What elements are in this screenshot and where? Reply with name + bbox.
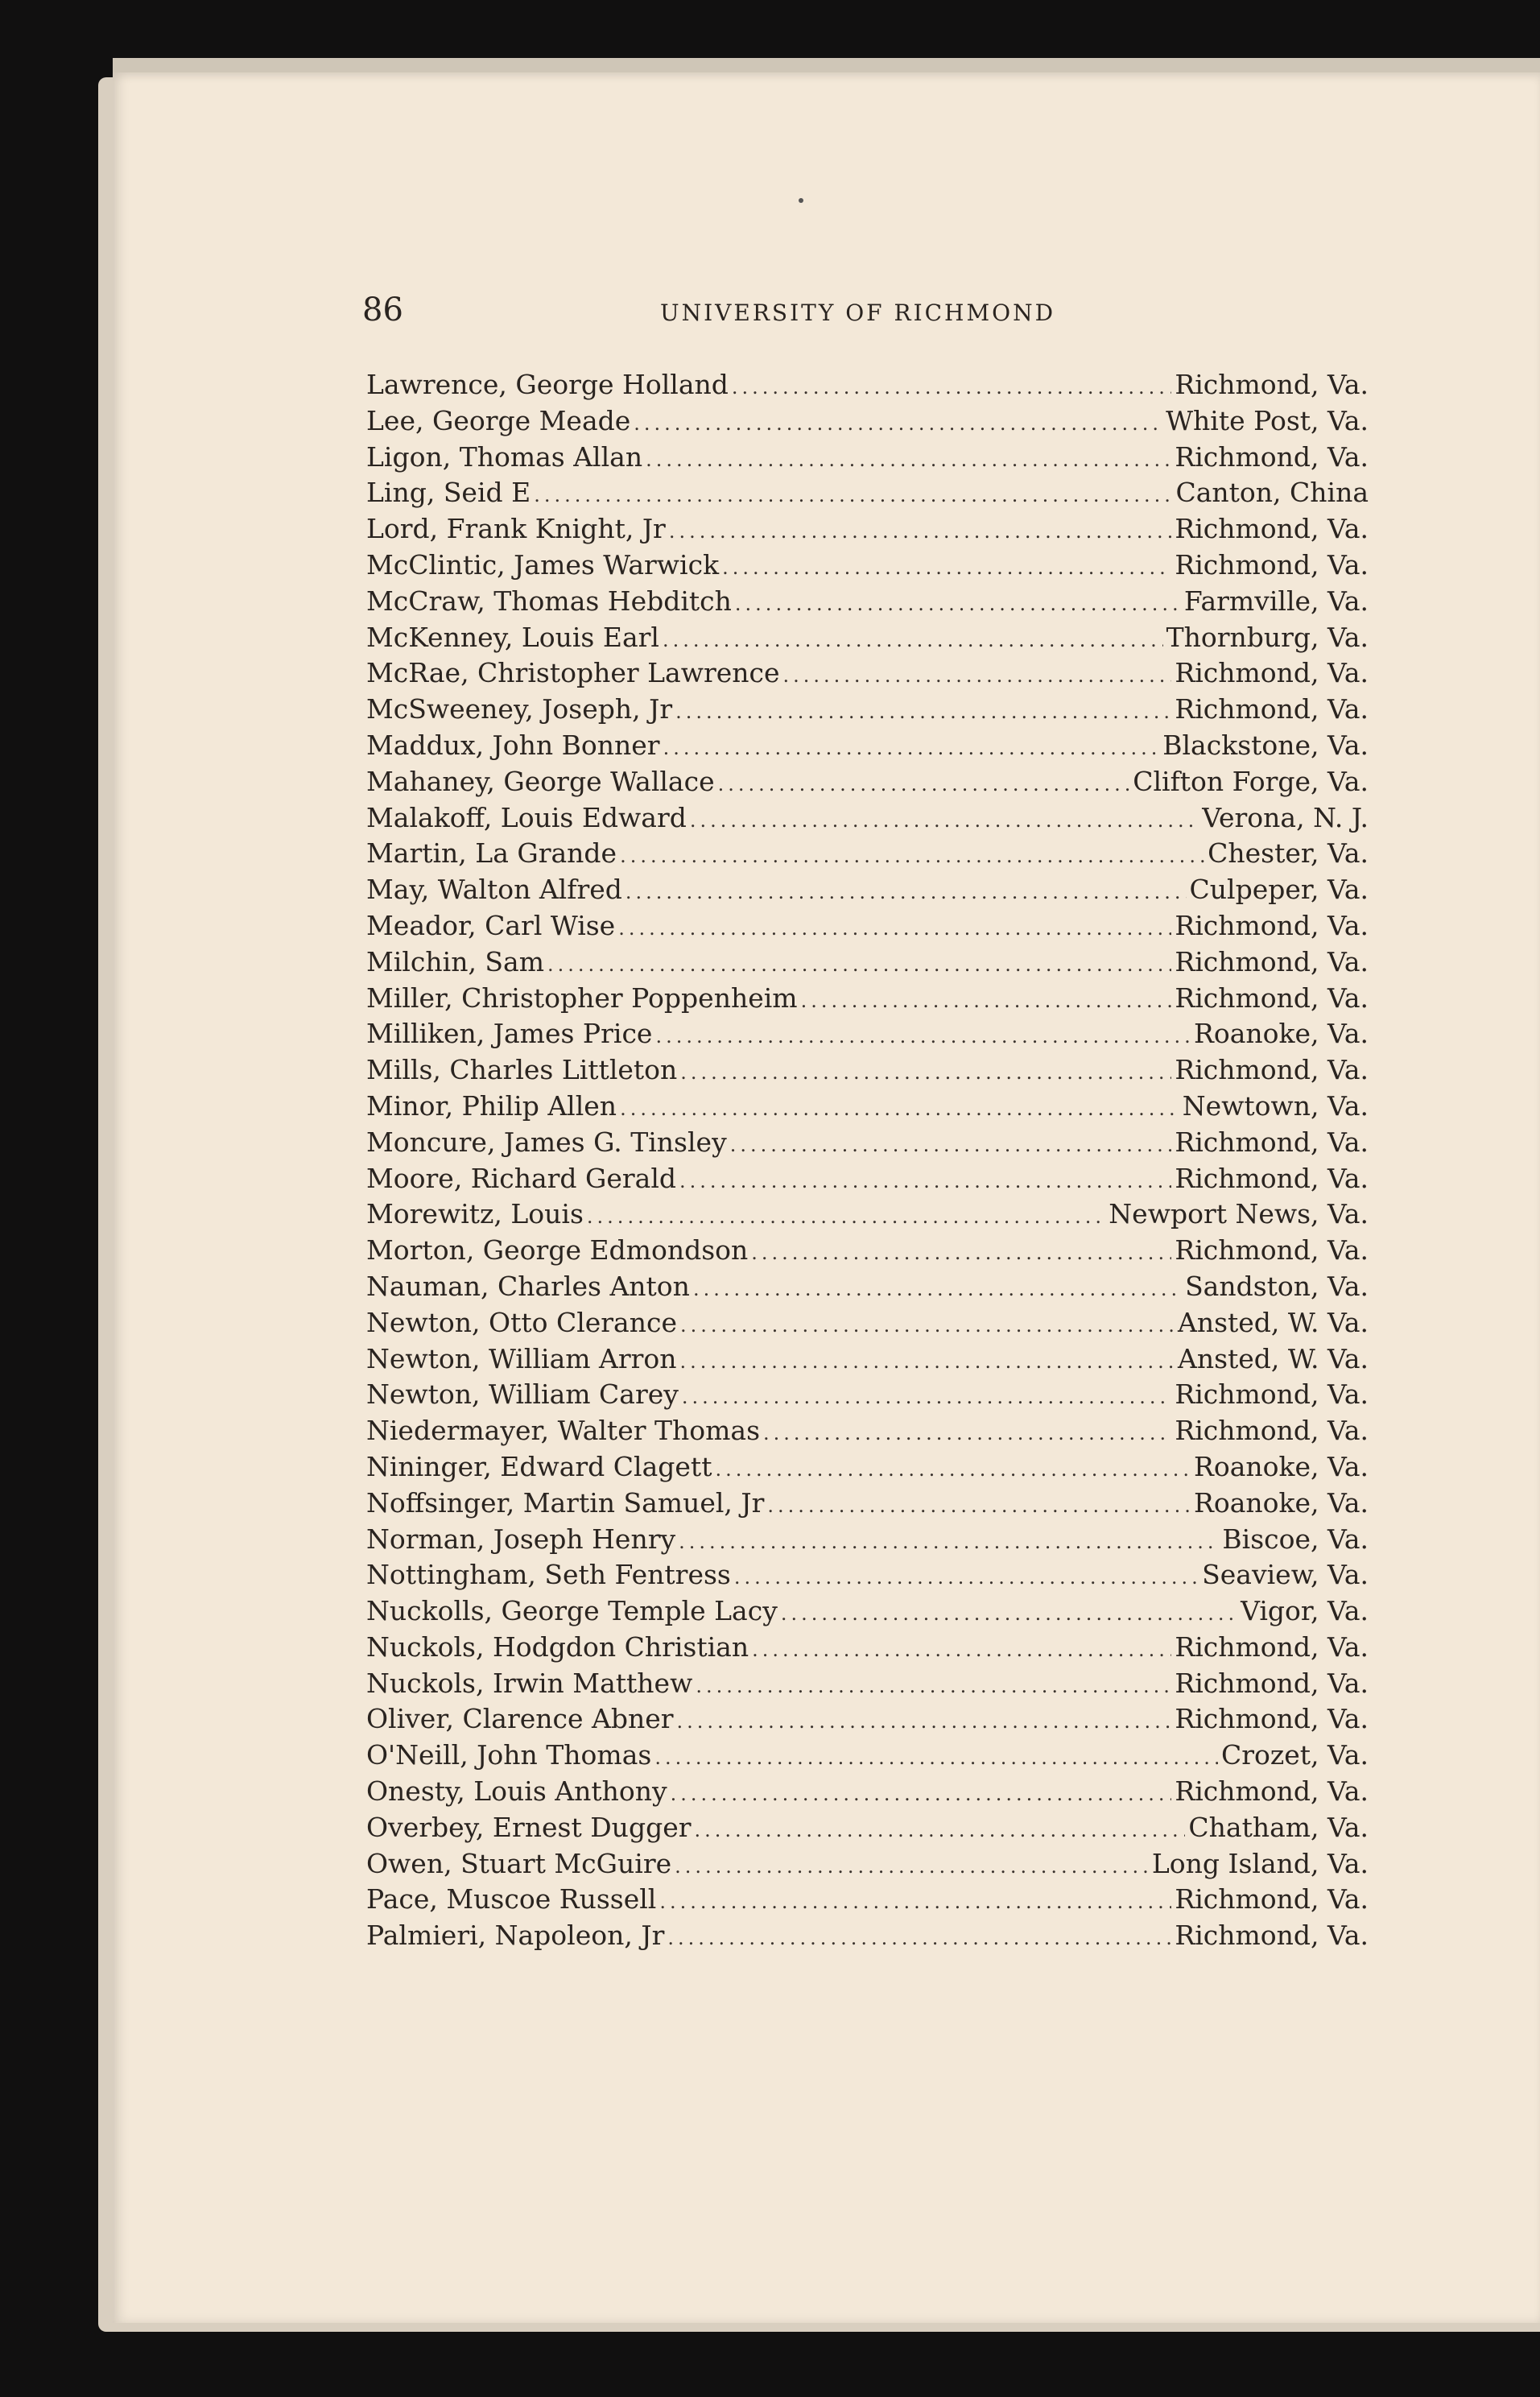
dot-leader	[620, 845, 1204, 867]
student-name: Ling, Seid E	[366, 477, 531, 509]
student-name: Lawrence, George Holland	[366, 369, 729, 400]
dot-leader	[751, 1242, 1171, 1264]
student-name: Nuckols, Hodgdon Christian	[366, 1630, 749, 1663]
hometown: Richmond, Va.	[1175, 1775, 1369, 1808]
dot-leader	[677, 1710, 1172, 1733]
student-name: Minor, Philip Allen	[366, 1089, 617, 1122]
hometown: Farmville, Va.	[1183, 585, 1369, 617]
ink-speck	[799, 198, 803, 203]
student-name: Oliver, Clarence Abner	[366, 1703, 674, 1735]
hometown: Canton, China	[1175, 477, 1369, 509]
hometown: Richmond, Va.	[1175, 1378, 1369, 1411]
student-name: Malakoff, Louis Edward	[366, 801, 687, 833]
student-name: McCraw, Thomas Hebditch	[366, 585, 732, 617]
hometown: Richmond, Va.	[1175, 548, 1369, 581]
list-item	[366, 1812, 1369, 1848]
dot-leader	[679, 1170, 1171, 1192]
list-item	[366, 1126, 1369, 1163]
list-item	[366, 657, 1369, 693]
list-item	[366, 1631, 1369, 1668]
student-name: McSweeney, Joseph, Jr	[366, 693, 673, 725]
list-item	[366, 549, 1369, 585]
list-item	[366, 1668, 1369, 1704]
dot-leader	[663, 737, 1160, 759]
directory-list	[366, 369, 1369, 1956]
student-name: Pace, Muscoe Russell	[366, 1883, 657, 1916]
hometown: Culpeper, Va.	[1189, 874, 1369, 906]
hometown: Roanoke, Va.	[1194, 1018, 1369, 1050]
hometown: Clifton Forge, Va.	[1133, 765, 1369, 797]
dot-leader	[680, 1314, 1175, 1337]
hometown: Biscoe, Va.	[1222, 1523, 1369, 1555]
hometown: Richmond, Va.	[1175, 1630, 1369, 1663]
student-name: Nininger, Edward Clagett	[366, 1450, 712, 1482]
dot-leader	[654, 1746, 1218, 1769]
dot-leader	[680, 1061, 1171, 1084]
list-item	[366, 1378, 1369, 1415]
dot-leader	[783, 664, 1172, 687]
student-name: May, Walton Alfred	[366, 874, 622, 906]
hometown: Richmond, Va.	[1175, 1703, 1369, 1735]
hometown: Roanoke, Va.	[1194, 1486, 1369, 1519]
list-item	[366, 910, 1369, 946]
student-name: Moncure, James G. Tinsley	[366, 1126, 727, 1158]
list-item	[366, 946, 1369, 982]
student-name: Milliken, James Price	[366, 1018, 653, 1050]
student-name: Nuckolls, George Temple Lacy	[366, 1595, 778, 1627]
list-item	[366, 1487, 1369, 1523]
student-name: Ligon, Thomas Allan	[366, 440, 643, 473]
hometown: Richmond, Va.	[1175, 657, 1369, 689]
dot-leader	[715, 1458, 1191, 1481]
list-item	[366, 837, 1369, 874]
list-item	[366, 1054, 1369, 1090]
hometown: Chatham, Va.	[1188, 1811, 1369, 1843]
student-name: Mills, Charles Littleton	[366, 1054, 678, 1086]
dot-leader	[680, 1350, 1175, 1373]
dot-leader	[679, 1531, 1219, 1553]
student-name: Newton, Otto Clerance	[366, 1306, 677, 1338]
student-name: O'Neill, John Thomas	[366, 1739, 652, 1771]
dot-leader	[730, 1134, 1172, 1156]
list-item	[366, 1559, 1369, 1595]
list-item	[366, 1775, 1369, 1812]
student-name: Owen, Stuart McGuire	[366, 1847, 672, 1879]
student-name: Morewitz, Louis	[366, 1198, 584, 1230]
list-item	[366, 477, 1369, 513]
hometown: Richmond, Va.	[1175, 1054, 1369, 1086]
dot-leader	[682, 1386, 1171, 1408]
list-item	[366, 1739, 1369, 1775]
dot-leader	[735, 593, 1181, 615]
student-name: Morton, George Edmondson	[366, 1234, 749, 1267]
list-item	[366, 369, 1369, 405]
list-item	[366, 729, 1369, 766]
dot-leader	[675, 701, 1171, 723]
hometown: Sandston, Va.	[1185, 1270, 1369, 1302]
student-name: Maddux, John Bonner	[366, 729, 660, 761]
student-name: Newton, William Carey	[366, 1378, 679, 1411]
list-item	[366, 1595, 1369, 1631]
hometown: Newport News, Va.	[1109, 1198, 1369, 1230]
hometown: Richmond, Va.	[1175, 909, 1369, 941]
list-item	[366, 585, 1369, 622]
hometown: Richmond, Va.	[1175, 369, 1369, 400]
student-name: Palmieri, Napoleon, Jr	[366, 1920, 665, 1952]
hometown: Richmond, Va.	[1175, 1667, 1369, 1699]
student-name: McClintic, James Warwick	[366, 548, 720, 581]
student-name: Onesty, Louis Anthony	[366, 1775, 667, 1808]
dot-leader	[669, 520, 1172, 543]
list-item	[366, 982, 1369, 1019]
dot-leader	[693, 1278, 1182, 1300]
hometown: Vigor, Va.	[1241, 1595, 1369, 1627]
dot-leader	[659, 1891, 1171, 1913]
dot-leader	[767, 1494, 1191, 1517]
student-name: Lee, George Meade	[366, 404, 631, 436]
student-name: Miller, Christopher Poppenheim	[366, 982, 798, 1014]
dot-leader	[547, 953, 1171, 976]
student-name: McRae, Christopher Lawrence	[366, 657, 780, 689]
student-name: Noffsinger, Martin Samuel, Jr	[366, 1486, 765, 1519]
dot-leader	[534, 484, 1172, 506]
hometown: Richmond, Va.	[1175, 1415, 1369, 1447]
running-head: UNIVERSITY OF RICHMOND	[660, 300, 1056, 326]
hometown: Richmond, Va.	[1175, 440, 1369, 473]
page-header	[362, 291, 1369, 340]
dot-leader	[667, 1927, 1171, 1949]
student-name: Nottingham, Seth Fentress	[366, 1559, 731, 1591]
list-item	[366, 1307, 1369, 1343]
dot-leader	[718, 773, 1130, 796]
dot-leader	[646, 448, 1171, 471]
student-name: Overbey, Ernest Dugger	[366, 1811, 692, 1843]
student-name: Lord, Frank Knight, Jr	[366, 513, 666, 545]
list-item	[366, 441, 1369, 477]
dot-leader	[696, 1675, 1171, 1697]
dot-leader	[690, 809, 1199, 832]
student-name: Newton, William Arron	[366, 1342, 677, 1374]
dot-leader	[625, 881, 1187, 903]
student-name: Nauman, Charles Anton	[366, 1270, 690, 1302]
hometown: Crozet, Va.	[1220, 1739, 1369, 1771]
student-name: Meador, Carl Wise	[366, 909, 616, 941]
list-item	[366, 802, 1369, 838]
dot-leader	[634, 412, 1162, 435]
dot-leader	[663, 629, 1163, 651]
list-item	[366, 1090, 1369, 1126]
list-item	[366, 693, 1369, 729]
hometown: Roanoke, Va.	[1194, 1450, 1369, 1482]
student-name: Niedermayer, Walter Thomas	[366, 1415, 761, 1447]
hometown: Richmond, Va.	[1175, 513, 1369, 545]
hometown: Ansted, W. Va.	[1177, 1306, 1369, 1338]
list-item	[366, 1848, 1369, 1884]
dot-leader	[587, 1205, 1105, 1228]
student-name: Moore, Richard Gerald	[366, 1162, 677, 1194]
dot-leader	[732, 376, 1172, 399]
list-item	[366, 1234, 1369, 1271]
list-item	[366, 1883, 1369, 1920]
hometown: White Post, Va.	[1166, 404, 1369, 436]
hometown: Richmond, Va.	[1175, 1234, 1369, 1267]
hometown: Seaview, Va.	[1202, 1559, 1369, 1591]
hometown: Ansted, W. Va.	[1177, 1342, 1369, 1374]
hometown: Thornburg, Va.	[1166, 621, 1369, 653]
student-name: Nuckols, Irwin Matthew	[366, 1667, 693, 1699]
dot-leader	[763, 1422, 1171, 1444]
list-item	[366, 1451, 1369, 1487]
list-item	[366, 513, 1369, 549]
list-item	[366, 1271, 1369, 1307]
list-item	[366, 874, 1369, 910]
list-item	[366, 1415, 1369, 1451]
dot-leader	[695, 1819, 1186, 1841]
dot-leader	[752, 1639, 1171, 1661]
dot-leader	[618, 917, 1171, 940]
dot-leader	[722, 556, 1171, 579]
list-item	[366, 1523, 1369, 1560]
list-item	[366, 1198, 1369, 1234]
list-item	[366, 1163, 1369, 1199]
dot-leader	[675, 1855, 1149, 1878]
hometown: Long Island, Va.	[1151, 1847, 1369, 1879]
dot-leader	[781, 1602, 1237, 1625]
page-number: 86	[362, 291, 403, 329]
hometown: Richmond, Va.	[1175, 945, 1369, 977]
hometown: Richmond, Va.	[1175, 982, 1369, 1014]
student-name: Mahaney, George Wallace	[366, 765, 715, 797]
hometown: Richmond, Va.	[1175, 1883, 1369, 1916]
list-item	[366, 1920, 1369, 1956]
list-item	[366, 622, 1369, 658]
hometown: Richmond, Va.	[1175, 693, 1369, 725]
dot-leader	[734, 1566, 1199, 1589]
hometown: Richmond, Va.	[1175, 1920, 1369, 1952]
list-item	[366, 405, 1369, 441]
hometown: Chester, Va.	[1208, 837, 1369, 870]
dot-leader	[671, 1783, 1172, 1805]
hometown: Blackstone, Va.	[1162, 729, 1369, 761]
student-name: Norman, Joseph Henry	[366, 1523, 676, 1555]
list-item	[366, 1703, 1369, 1739]
dot-leader	[620, 1097, 1179, 1120]
dot-leader	[801, 990, 1172, 1012]
dot-leader	[655, 1025, 1191, 1048]
hometown: Richmond, Va.	[1175, 1126, 1369, 1158]
student-name: Milchin, Sam	[366, 945, 544, 977]
hometown: Newtown, Va.	[1182, 1089, 1369, 1122]
list-item	[366, 766, 1369, 802]
student-name: Martin, La Grande	[366, 837, 617, 870]
student-name: McKenney, Louis Earl	[366, 621, 659, 653]
hometown: Verona, N. J.	[1202, 801, 1369, 833]
hometown: Richmond, Va.	[1175, 1162, 1369, 1194]
list-item	[366, 1343, 1369, 1379]
list-item	[366, 1018, 1369, 1054]
